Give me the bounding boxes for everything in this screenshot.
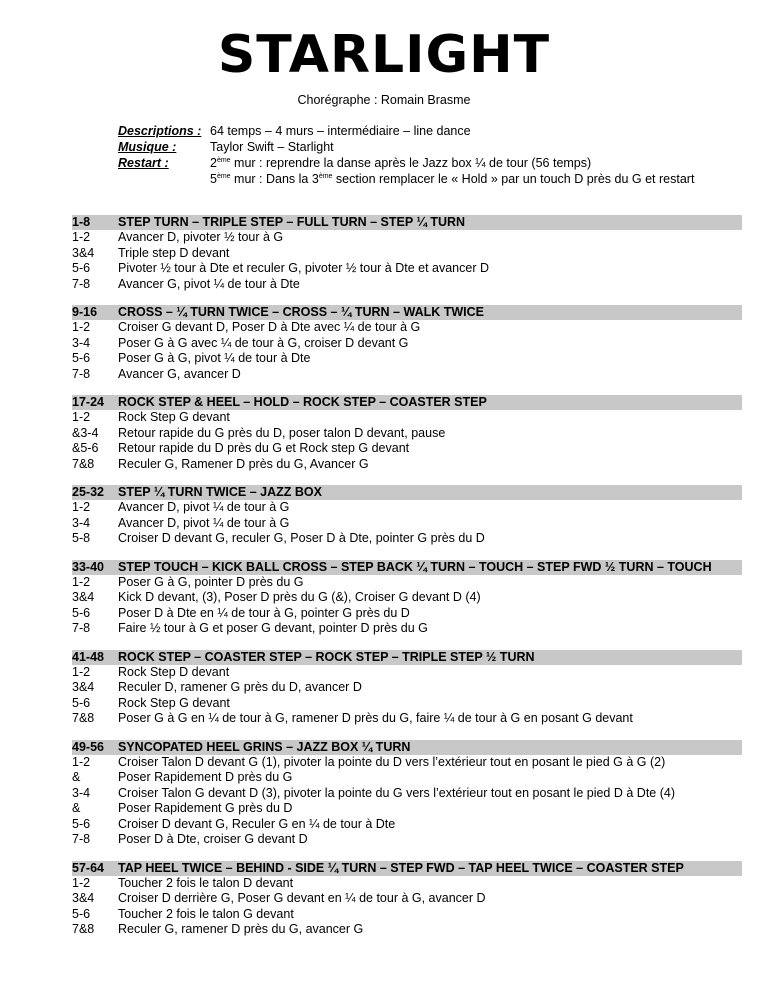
step-description: Kick D devant, (3), Poser D près du G (&), Croiser G devant D (4) bbox=[118, 590, 481, 604]
step-description: Triple step D devant bbox=[118, 245, 230, 260]
restart-2-sup2: ème bbox=[318, 172, 333, 180]
step-count: 7&8 bbox=[72, 922, 95, 936]
dance-title: STARLIGHT bbox=[217, 25, 551, 85]
restart-1-sup: ème bbox=[216, 156, 231, 164]
step-description: Avancer G, avancer D bbox=[118, 366, 241, 381]
step-row bbox=[72, 817, 742, 833]
step-count: &5-6 bbox=[72, 441, 99, 455]
restart-2-text-a: mur : Dans la 3 bbox=[230, 172, 319, 186]
step-row bbox=[72, 320, 742, 336]
step-count: 1-2 bbox=[72, 875, 91, 890]
step-row bbox=[72, 351, 742, 367]
step-description: Croiser D devant G, reculer G, Poser D à Dte, pointer G près du D bbox=[118, 531, 485, 545]
step-description: Faire ½ tour à G et poser G devant, pointer D près du G bbox=[118, 621, 428, 635]
step-sections bbox=[72, 215, 742, 951]
step-count: 7&8 bbox=[72, 456, 95, 471]
musique-value: Taylor Swift – Starlight bbox=[210, 140, 334, 154]
step-count: 1-2 bbox=[72, 754, 91, 769]
section-range: 57-64 bbox=[72, 860, 104, 875]
step-count: 5-6 bbox=[72, 816, 91, 831]
step-row bbox=[72, 336, 742, 352]
section-title: STEP ¼ TURN TWICE – JAZZ BOX bbox=[118, 485, 322, 499]
section-header bbox=[72, 740, 742, 755]
step-row bbox=[72, 770, 742, 786]
step-count: &3-4 bbox=[72, 425, 99, 440]
step-count: 7-8 bbox=[72, 621, 91, 635]
musique-row bbox=[118, 139, 694, 155]
restart-row-2 bbox=[118, 171, 694, 187]
step-description: Retour rapide du G près du D, poser talon D devant, pause bbox=[118, 425, 446, 440]
step-row bbox=[72, 801, 742, 817]
step-description: Reculer G, ramener D près du G, avancer G bbox=[118, 922, 364, 936]
musique-label: Musique : bbox=[118, 140, 177, 154]
step-row bbox=[72, 261, 742, 277]
section-header bbox=[72, 395, 742, 410]
section-title: CROSS – ¼ TURN TWICE – CROSS – ¼ TURN – WALK TWICE bbox=[118, 305, 485, 319]
step-row bbox=[72, 680, 742, 696]
step-count: 3-4 bbox=[72, 335, 91, 350]
section-57-64 bbox=[72, 861, 742, 938]
step-row bbox=[72, 711, 742, 727]
step-row bbox=[72, 246, 742, 262]
section-header bbox=[72, 215, 742, 230]
section-title: STEP TURN – TRIPLE STEP – FULL TURN – STEP ¼ TURN bbox=[118, 215, 466, 229]
section-range: 49-56 bbox=[72, 739, 104, 754]
step-count: 5-6 bbox=[72, 906, 91, 921]
step-row bbox=[72, 606, 742, 622]
section-title: ROCK STEP & HEEL – HOLD – ROCK STEP – COASTER STEP bbox=[118, 395, 487, 409]
step-row bbox=[72, 786, 742, 802]
step-description: Poser G à G, pivot ¼ de tour à Dte bbox=[118, 351, 311, 365]
step-count: 3-4 bbox=[72, 515, 91, 530]
step-row bbox=[72, 621, 742, 637]
restart-value-2 bbox=[210, 171, 694, 187]
step-description: Toucher 2 fois le talon G devant bbox=[118, 906, 294, 921]
restart-value-1 bbox=[210, 155, 591, 171]
step-description: Poser D à Dte en ¼ de tour à G, pointer G près du D bbox=[118, 605, 410, 620]
step-description: Croiser Talon G devant D (3), pivoter la pointe du G vers l’extérieur tout en posant le pied D à Dte (4) bbox=[118, 785, 675, 800]
step-count: 3-4 bbox=[72, 785, 91, 800]
step-row bbox=[72, 832, 742, 848]
restart-row-1 bbox=[118, 155, 694, 171]
restart-1-wall: 2 bbox=[210, 156, 217, 170]
step-count: 5-6 bbox=[72, 695, 91, 710]
step-row bbox=[72, 755, 742, 771]
section-49-56 bbox=[72, 740, 742, 848]
step-count: 3&4 bbox=[72, 590, 95, 604]
step-description: Rock Step G devant bbox=[118, 695, 230, 710]
section-header bbox=[72, 305, 742, 320]
step-description: Pivoter ½ tour à Dte et reculer G, pivoter ½ tour à Dte et avancer D bbox=[118, 261, 490, 275]
dance-metadata bbox=[118, 123, 694, 187]
step-count: 7-8 bbox=[72, 832, 91, 846]
section-25-32 bbox=[72, 485, 742, 547]
step-count: 3&4 bbox=[72, 891, 95, 905]
section-header bbox=[72, 650, 742, 665]
step-description: Rock Step G devant bbox=[118, 410, 230, 424]
step-count: 1-2 bbox=[72, 230, 91, 244]
step-row bbox=[72, 590, 742, 606]
section-range: 1-8 bbox=[72, 215, 91, 229]
step-description: Avancer G, pivot ¼ de tour à Dte bbox=[118, 276, 300, 291]
step-row bbox=[72, 891, 742, 907]
restart-2-sup: ème bbox=[216, 172, 231, 180]
step-row bbox=[72, 922, 742, 938]
step-description: Avancer D, pivot ¼ de tour à G bbox=[118, 500, 290, 514]
section-title: SYNCOPATED HEEL GRINS – JAZZ BOX ¼ TURN bbox=[118, 739, 411, 754]
step-description: Poser G à G, pointer D près du G bbox=[118, 574, 304, 589]
step-description: Reculer D, ramener G près du D, avancer D bbox=[118, 680, 362, 694]
section-title: ROCK STEP – COASTER STEP – ROCK STEP – TRIPLE STEP ½ TURN bbox=[118, 649, 535, 664]
step-count: 5-8 bbox=[72, 531, 91, 545]
step-count: & bbox=[72, 770, 81, 784]
section-41-48 bbox=[72, 650, 742, 727]
restart-2-wall: 5 bbox=[210, 172, 217, 186]
step-count: 1-2 bbox=[72, 664, 91, 679]
step-count: 7-8 bbox=[72, 276, 91, 291]
step-row bbox=[72, 696, 742, 712]
step-description: Croiser G devant D, Poser D à Dte avec ¼ de tour à G bbox=[118, 320, 421, 334]
step-description: Croiser D derrière G, Poser G devant en ¼ de tour à G, avancer D bbox=[118, 891, 486, 905]
descriptions-label: Descriptions : bbox=[118, 124, 202, 138]
section-range: 25-32 bbox=[72, 485, 104, 499]
section-1-8 bbox=[72, 215, 742, 292]
step-row bbox=[72, 277, 742, 293]
section-33-40 bbox=[72, 560, 742, 637]
step-row bbox=[72, 907, 742, 923]
step-count: 1-2 bbox=[72, 500, 91, 514]
step-description: Poser G à G avec ¼ de tour à G, croiser D devant G bbox=[118, 335, 409, 350]
step-row bbox=[72, 367, 742, 383]
step-row bbox=[72, 500, 742, 516]
step-count: 1-2 bbox=[72, 574, 91, 589]
step-count: 5-6 bbox=[72, 605, 91, 620]
section-range: 33-40 bbox=[72, 559, 104, 574]
section-17-24 bbox=[72, 395, 742, 472]
step-row bbox=[72, 457, 742, 473]
step-description: Poser Rapidement D près du G bbox=[118, 770, 293, 784]
step-row bbox=[72, 876, 742, 892]
step-count: 3&4 bbox=[72, 680, 95, 694]
step-description: Rock Step D devant bbox=[118, 664, 230, 679]
step-count: & bbox=[72, 801, 81, 815]
section-header bbox=[72, 861, 742, 876]
step-description: Poser D à Dte, croiser G devant D bbox=[118, 832, 308, 846]
step-row bbox=[72, 410, 742, 426]
step-count: 5-6 bbox=[72, 351, 91, 365]
restart-label: Restart : bbox=[118, 156, 169, 170]
restart-label-spacer bbox=[118, 171, 210, 187]
step-row bbox=[72, 531, 742, 547]
step-row bbox=[72, 575, 742, 591]
section-9-16 bbox=[72, 305, 742, 382]
step-count: 7&8 bbox=[72, 711, 95, 725]
choreographer-line: Chorégraphe : Romain Brasme bbox=[297, 93, 471, 107]
step-description: Croiser Talon D devant G (1), pivoter la pointe du D vers l’extérieur tout en posant le pied G à G (2) bbox=[118, 754, 666, 769]
step-description: Reculer G, Ramener D près du G, Avancer G bbox=[118, 456, 369, 471]
section-range: 9-16 bbox=[72, 305, 98, 319]
step-count: 1-2 bbox=[72, 410, 91, 424]
step-description: Poser Rapidement G près du D bbox=[118, 801, 293, 815]
section-range: 17-24 bbox=[72, 395, 104, 409]
section-range: 41-48 bbox=[72, 649, 104, 664]
step-description: Croiser D devant G, Reculer G en ¼ de tour à Dte bbox=[118, 816, 396, 831]
step-count: 3&4 bbox=[72, 245, 95, 260]
restart-2-text-b: section remplacer le « Hold » par un touch D près du G et restart bbox=[332, 172, 695, 186]
step-count: 1-2 bbox=[72, 320, 91, 334]
step-description: Retour rapide du D près du G et Rock step G devant bbox=[118, 441, 410, 455]
step-description: Poser G à G en ¼ de tour à G, ramener D près du G, faire ¼ de tour à G en posant G devant bbox=[118, 711, 633, 725]
step-count: 7-8 bbox=[72, 366, 91, 381]
section-header bbox=[72, 560, 742, 575]
restart-1-text: mur : reprendre la danse après le Jazz box ¼ de tour (56 temps) bbox=[230, 156, 592, 170]
step-row bbox=[72, 441, 742, 457]
descriptions-value: 64 temps – 4 murs – intermédiaire – line dance bbox=[210, 124, 471, 138]
section-header bbox=[72, 485, 742, 500]
section-title: TAP HEEL TWICE – BEHIND - SIDE ¼ TURN – STEP FWD – TAP HEEL TWICE – COASTER STEP bbox=[118, 860, 684, 875]
step-row bbox=[72, 426, 742, 442]
step-row bbox=[72, 665, 742, 681]
step-count: 5-6 bbox=[72, 261, 91, 275]
descriptions-row bbox=[118, 123, 694, 139]
step-description: Toucher 2 fois le talon D devant bbox=[118, 875, 294, 890]
step-row bbox=[72, 516, 742, 532]
section-title: STEP TOUCH – KICK BALL CROSS – STEP BACK ¼ TURN – TOUCH – STEP FWD ½ TURN – TOUCH bbox=[118, 559, 712, 574]
step-description: Avancer D, pivot ¼ de tour à G bbox=[118, 515, 290, 530]
step-row bbox=[72, 230, 742, 246]
step-description: Avancer D, pivoter ½ tour à G bbox=[118, 230, 284, 244]
